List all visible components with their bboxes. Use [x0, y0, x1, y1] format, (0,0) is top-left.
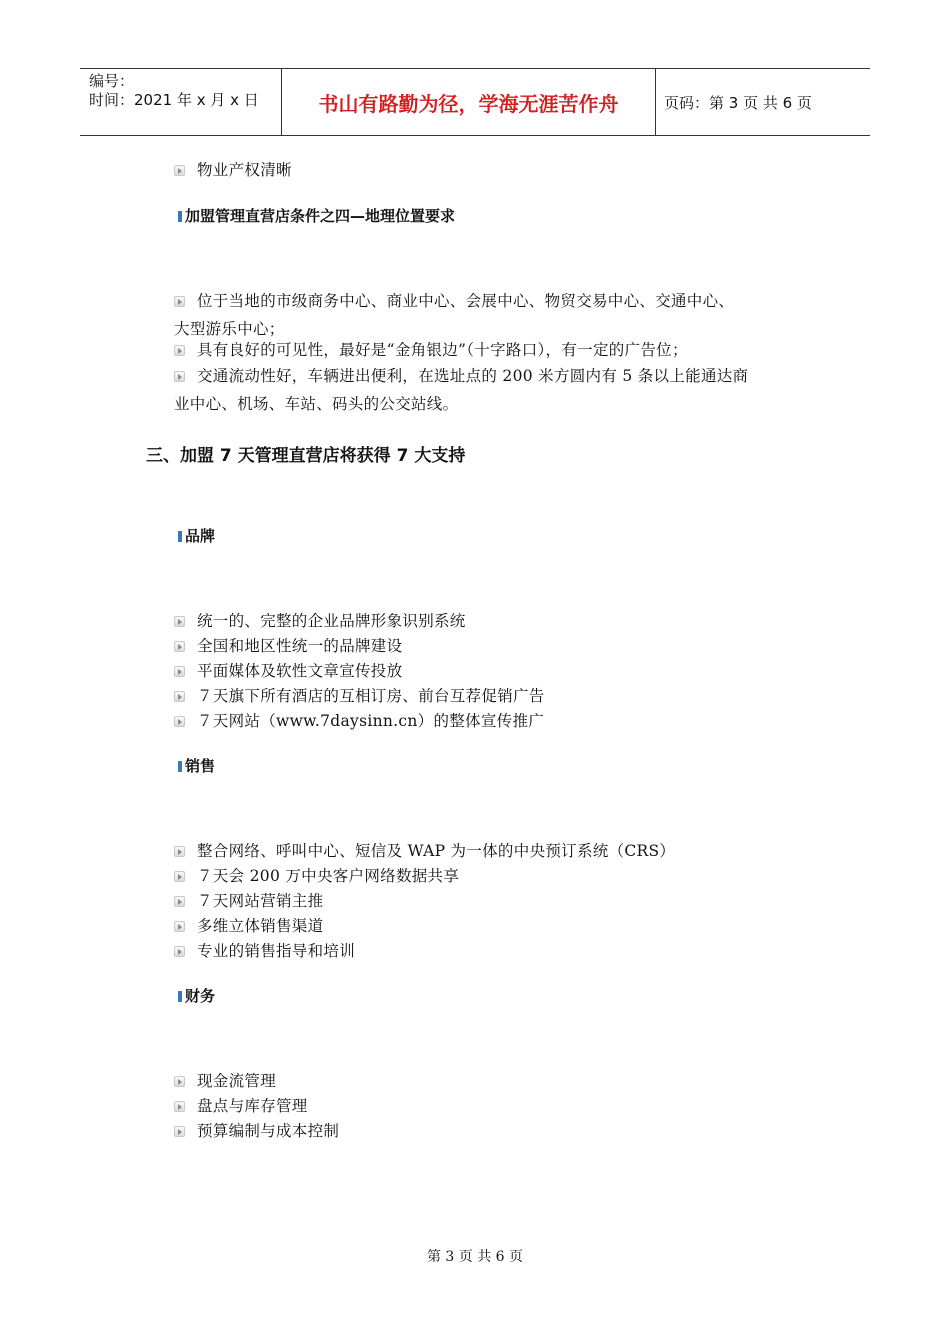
arrow-bullet-icon [174, 296, 185, 307]
list-item: 具有良好的可见性，最好是“金角银边”（十字路口），有一定的广告位； [174, 338, 688, 360]
list-item-continuation: 大型游乐中心； [174, 320, 285, 338]
arrow-bullet-icon [174, 1101, 185, 1112]
arrow-bullet-icon [174, 165, 185, 176]
arrow-bullet-icon [174, 371, 185, 382]
header-motto: 书山有路勤为径，学海无涯苦作舟 [282, 69, 656, 135]
list-item: 平面媒体及软性文章宣传投放 [174, 659, 402, 681]
square-marker-icon [178, 991, 182, 1002]
number-label: 编号： [89, 72, 135, 90]
section-heading: 销售 [178, 755, 215, 776]
list-item: 统一的、完整的企业品牌形象识别系统 [174, 609, 466, 631]
arrow-bullet-icon [174, 641, 185, 652]
arrow-bullet-icon [174, 896, 185, 907]
arrow-bullet-icon [174, 921, 185, 932]
list-item: ７天网站营销主推 [174, 889, 323, 911]
arrow-bullet-icon [174, 691, 185, 702]
arrow-bullet-icon [174, 616, 185, 627]
section-title: 三、加盟 7 天管理直营店将获得 7 大支持 [146, 446, 466, 466]
time-label: 时间：2021 年 x 月 x 日 [89, 91, 259, 109]
arrow-bullet-icon [174, 345, 185, 356]
list-item: 预算编制与成本控制 [174, 1119, 339, 1141]
list-item: ７天会 200 万中央客户网络数据共享 [174, 864, 459, 886]
arrow-bullet-icon [174, 716, 185, 727]
page-footer: 第 3 页 共 6 页 [426, 1249, 524, 1265]
list-item: 物业产权清晰 [174, 158, 292, 180]
arrow-bullet-icon [174, 1126, 185, 1137]
arrow-bullet-icon [174, 1076, 185, 1087]
header-page-number: 页码：第 3 页 共 6 页 [664, 93, 812, 112]
square-marker-icon [178, 761, 182, 772]
list-item: 多维立体销售渠道 [174, 914, 323, 936]
square-marker-icon [178, 211, 182, 222]
list-item: 位于当地的市级商务中心、商业中心、会展中心、物贸交易中心、交通中心、 [174, 289, 734, 311]
list-item-continuation: 业中心、机场、车站、码头的公交站线。 [174, 395, 459, 413]
list-item: ７天网站（www.7daysinn.cn）的整体宣传推广 [174, 709, 544, 731]
section-heading: 加盟管理直营店条件之四—地理位置要求 [178, 205, 455, 226]
arrow-bullet-icon [174, 946, 185, 957]
list-item: 整合网络、呼叫中心、短信及 WAP 为一体的中央预订系统（CRS） [174, 839, 675, 861]
list-item: 全国和地区性统一的品牌建设 [174, 634, 402, 656]
arrow-bullet-icon [174, 871, 185, 882]
header-meta [80, 69, 282, 135]
arrow-bullet-icon [174, 846, 185, 857]
list-item: 交通流动性好，车辆进出便利，在选址点的 200 米方圆内有 5 条以上能通达商 [174, 364, 748, 386]
list-item: ７天旗下所有酒店的互相订房、前台互荐促销广告 [174, 684, 545, 706]
section-heading: 财务 [178, 985, 215, 1006]
arrow-bullet-icon [174, 666, 185, 677]
list-item: 现金流管理 [174, 1069, 276, 1091]
section-heading: 品牌 [178, 525, 215, 546]
square-marker-icon [178, 531, 182, 542]
list-item: 专业的销售指导和培训 [174, 939, 355, 961]
page-header [80, 68, 870, 136]
list-item: 盘点与库存管理 [174, 1094, 308, 1116]
